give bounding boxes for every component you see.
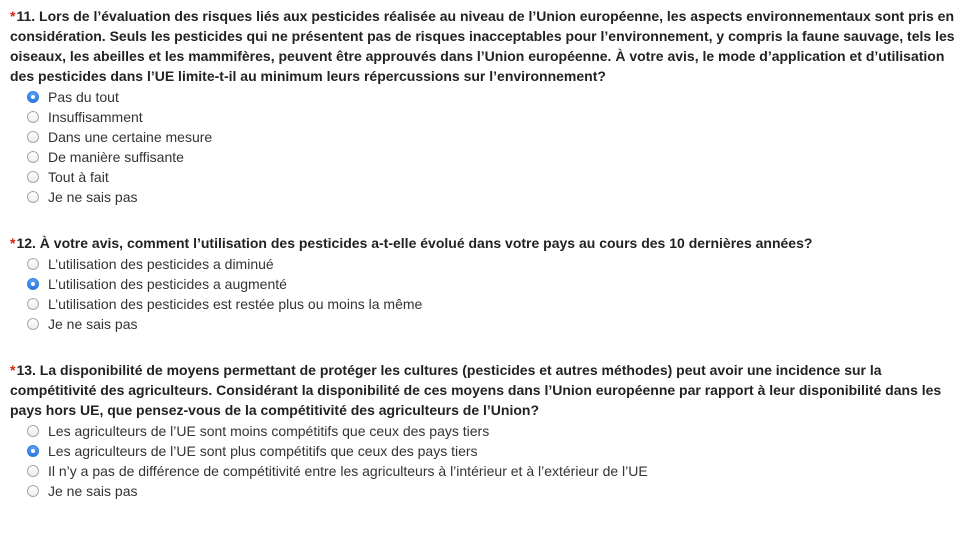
required-marker: * <box>10 235 16 251</box>
question-12 <box>10 233 955 334</box>
radio-group <box>10 421 955 501</box>
radio-button[interactable] <box>27 111 39 123</box>
question-13 <box>10 360 955 501</box>
radio-option-label: Pas du tout <box>48 89 119 105</box>
radio-option[interactable] <box>27 461 955 481</box>
radio-button[interactable] <box>27 91 39 103</box>
radio-option[interactable] <box>27 314 955 334</box>
radio-option-label: L’utilisation des pesticides a augmenté <box>48 276 287 292</box>
radio-option[interactable] <box>27 187 955 207</box>
radio-option-label: Je ne sais pas <box>48 483 138 499</box>
radio-option-label: Tout à fait <box>48 169 109 185</box>
question-label: 13. La disponibilité de moyens permettant de protéger les cultures (pesticides et autres méthodes) peut avoir une incidence sur la compétitivité des agriculteurs. Considérant la disponibilité de ces moyens dans l’Union européenne par rapport à leur disponibilité dans les pays hors UE, que pensez-vous de la compétitivité des agriculteurs de l’Union? <box>10 362 942 418</box>
radio-button[interactable] <box>27 278 39 290</box>
radio-option-label: Je ne sais pas <box>48 189 138 205</box>
radio-option-label: L’utilisation des pesticides a diminué <box>48 256 274 272</box>
radio-option-label: L’utilisation des pesticides est restée plus ou moins la même <box>48 296 423 312</box>
radio-option-label: Dans une certaine mesure <box>48 129 213 145</box>
radio-button[interactable] <box>27 318 39 330</box>
question-label: 11. Lors de l’évaluation des risques liés aux pesticides réalisée au niveau de l’Union européenne, les aspects environnementaux sont pris en considération. Seuls les pesticides qui ne présentent pas de risques inacceptables pour l’environnement, y compris la faune sauvage, tels les oiseaux, les abeilles et les mammifères, peuvent être approuvés dans l’Union européenne. À votre avis, le mode d’application et d’utilisation des pesticides dans l’UE limite-t-il au minimum leurs répercussions sur l’environnement? <box>10 8 955 84</box>
radio-option[interactable] <box>27 87 955 107</box>
radio-button[interactable] <box>27 445 39 457</box>
radio-option[interactable] <box>27 107 955 127</box>
radio-option[interactable] <box>27 274 955 294</box>
radio-button[interactable] <box>27 171 39 183</box>
radio-option[interactable] <box>27 167 955 187</box>
radio-button[interactable] <box>27 298 39 310</box>
radio-button[interactable] <box>27 131 39 143</box>
radio-button[interactable] <box>27 258 39 270</box>
radio-option-label: Je ne sais pas <box>48 316 138 332</box>
radio-option[interactable] <box>27 481 955 501</box>
radio-option[interactable] <box>27 127 955 147</box>
question-text <box>10 360 955 420</box>
radio-option[interactable] <box>27 147 955 167</box>
radio-option[interactable] <box>27 441 955 461</box>
question-text <box>10 6 955 86</box>
radio-option[interactable] <box>27 421 955 441</box>
radio-group <box>10 87 955 207</box>
radio-button[interactable] <box>27 485 39 497</box>
question-text <box>10 233 955 253</box>
radio-button[interactable] <box>27 151 39 163</box>
radio-button[interactable] <box>27 465 39 477</box>
radio-option[interactable] <box>27 254 955 274</box>
radio-button[interactable] <box>27 425 39 437</box>
radio-group <box>10 254 955 334</box>
radio-option[interactable] <box>27 294 955 314</box>
radio-option-label: Les agriculteurs de l’UE sont moins compétitifs que ceux des pays tiers <box>48 423 490 439</box>
radio-option-label: Il n’y a pas de différence de compétitivité entre les agriculteurs à l’intérieur et à l’extérieur de l’UE <box>48 463 648 479</box>
radio-button[interactable] <box>27 191 39 203</box>
radio-option-label: De manière suffisante <box>48 149 184 165</box>
question-11 <box>10 6 955 207</box>
radio-option-label: Les agriculteurs de l’UE sont plus compétitifs que ceux des pays tiers <box>48 443 478 459</box>
required-marker: * <box>10 362 16 378</box>
question-label: 12. À votre avis, comment l’utilisation des pesticides a-t-elle évolué dans votre pays au cours des 10 dernières années? <box>16 235 813 251</box>
required-marker: * <box>10 8 16 24</box>
radio-option-label: Insuffisamment <box>48 109 143 125</box>
survey-form <box>10 6 955 501</box>
